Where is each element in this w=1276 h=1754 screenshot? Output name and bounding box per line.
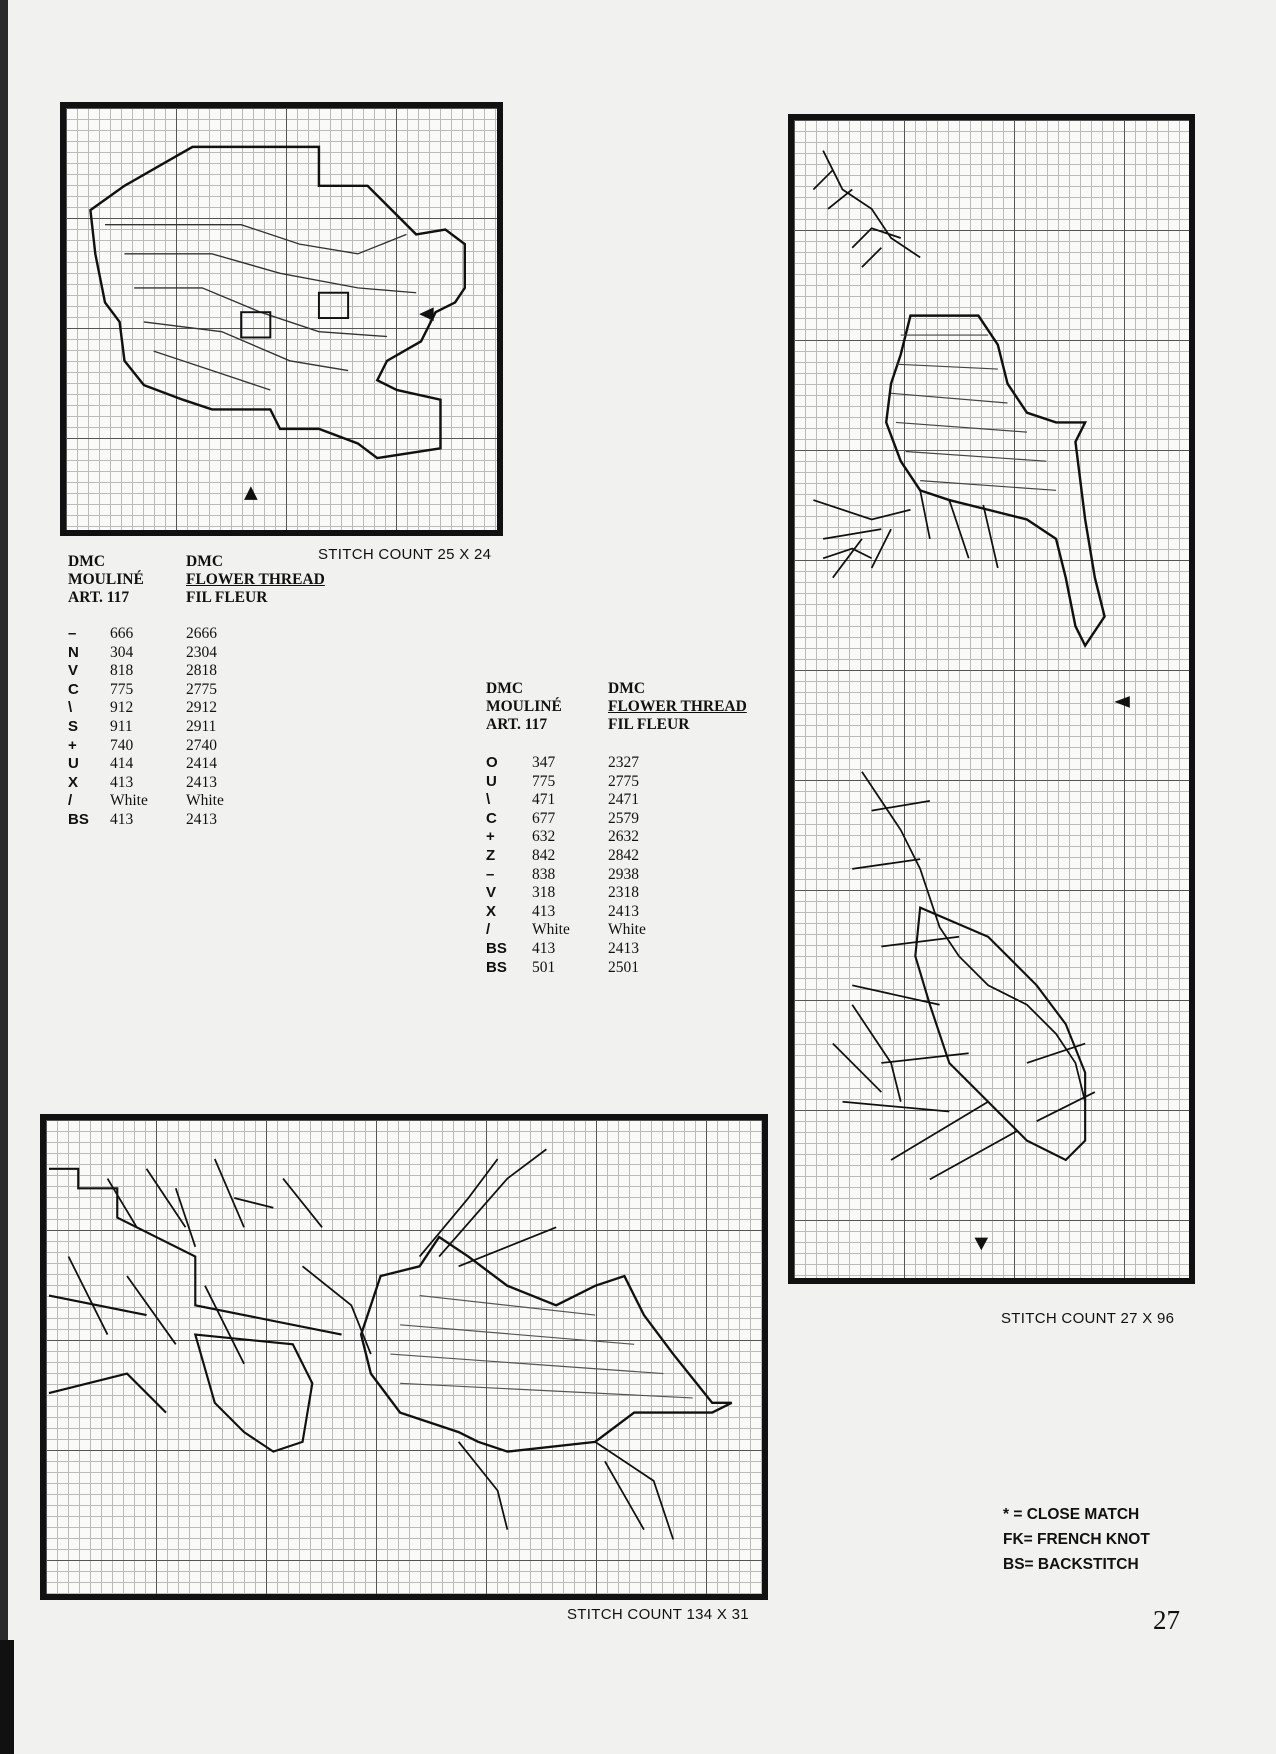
key-flower: 2775 — [186, 680, 217, 698]
key-right-header-flower — [608, 680, 747, 734]
key-flower: 2842 — [608, 846, 639, 864]
key-row — [68, 755, 288, 774]
chart-border-band-pattern — [46, 1120, 762, 1594]
key-dmc: 818 — [110, 662, 134, 680]
stitch-count-small: STITCH COUNT 25 X 24 — [318, 546, 492, 563]
key-row — [68, 718, 288, 737]
key-dmc: 413 — [110, 810, 134, 828]
key-flower: 2666 — [186, 625, 217, 642]
key-dmc: 413 — [110, 773, 134, 791]
key-dmc: 632 — [532, 828, 556, 846]
key-symbol: V — [68, 662, 79, 680]
key-dmc: 501 — [532, 958, 556, 976]
key-left-h2-line3: FIL FLEUR — [186, 589, 268, 606]
key-right-h1-line2: MOULINÉ — [486, 698, 562, 715]
key-row — [486, 810, 716, 829]
chart-bird-tall — [788, 114, 1195, 1284]
key-symbol: N — [68, 643, 79, 661]
key-dmc: 347 — [532, 754, 556, 771]
key-dmc: 318 — [532, 884, 556, 902]
key-flower: 2775 — [608, 772, 639, 790]
key-flower: 2579 — [608, 809, 639, 827]
stitch-count-band: STITCH COUNT 134 X 31 — [567, 1606, 749, 1623]
key-flower: 2938 — [608, 865, 639, 883]
key-dmc: 838 — [532, 865, 556, 883]
key-flower: 2414 — [186, 755, 217, 773]
key-row — [68, 774, 288, 793]
key-flower: 2911 — [186, 717, 217, 735]
key-row — [486, 847, 716, 866]
key-dmc: 740 — [110, 736, 134, 754]
key-row — [486, 903, 716, 922]
key-row — [486, 791, 716, 810]
key-row — [68, 625, 288, 644]
key-symbol: + — [68, 736, 77, 754]
abbreviation-legend — [1003, 1502, 1150, 1577]
key-symbol: C — [486, 809, 497, 827]
key-dmc: 413 — [532, 939, 556, 957]
key-flower: 2912 — [186, 699, 217, 717]
key-symbol: C — [68, 680, 79, 698]
key-symbol: Z — [486, 846, 496, 864]
key-row — [68, 811, 288, 830]
key-flower: 2501 — [608, 958, 639, 976]
key-left-rows — [68, 625, 288, 830]
key-row — [68, 792, 288, 811]
key-left-h2-line2: FLOWER THREAD — [186, 571, 325, 588]
key-symbol: BS — [486, 958, 507, 976]
key-symbol: + — [486, 828, 495, 846]
key-dmc: 304 — [110, 643, 134, 661]
key-symbol: / — [68, 792, 73, 810]
key-symbol: X — [486, 902, 497, 920]
key-flower: 2413 — [608, 939, 639, 957]
key-right-h1-line3: ART. 117 — [486, 716, 548, 733]
legend-backstitch: BS= BACKSTITCH — [1003, 1556, 1139, 1573]
key-dmc: 471 — [532, 791, 556, 809]
key-flower: 2318 — [608, 884, 639, 902]
key-symbol: / — [486, 921, 491, 939]
key-right-h2-line2: FLOWER THREAD — [608, 698, 747, 715]
key-row — [486, 754, 716, 773]
key-row — [68, 737, 288, 756]
key-symbol: X — [68, 773, 79, 791]
chart-bird-tall-pattern — [794, 120, 1189, 1278]
key-flower: 2413 — [186, 773, 217, 791]
key-row — [68, 699, 288, 718]
key-row — [68, 681, 288, 700]
key-row — [486, 959, 716, 978]
key-flower: 2413 — [608, 902, 639, 920]
chart-bird-small-pattern — [66, 108, 497, 530]
key-dmc: 775 — [110, 680, 134, 698]
page-spine-shadow — [0, 0, 8, 1754]
key-dmc: 911 — [110, 717, 133, 735]
key-flower: 2304 — [186, 643, 217, 661]
key-flower: 2413 — [186, 810, 217, 828]
key-flower: 2740 — [186, 736, 217, 754]
key-symbol: U — [68, 755, 79, 773]
key-right-rows — [486, 754, 716, 977]
key-symbol: – — [68, 625, 77, 642]
key-dmc: 666 — [110, 625, 134, 642]
key-flower: 2327 — [608, 754, 639, 771]
key-symbol: V — [486, 884, 497, 902]
key-symbol: \ — [486, 791, 491, 809]
key-flower: White — [186, 792, 224, 810]
key-row — [68, 662, 288, 681]
key-right-h2-line3: FIL FLEUR — [608, 716, 690, 733]
key-dmc: 842 — [532, 846, 556, 864]
key-symbol: S — [68, 717, 79, 735]
key-symbol: – — [486, 865, 495, 883]
key-row — [486, 940, 716, 959]
key-left-h2-line1: DMC — [186, 553, 224, 570]
page-spine-edge — [0, 1640, 14, 1754]
key-left-h1-line2: MOULINÉ — [68, 571, 144, 588]
key-flower: 2632 — [608, 828, 639, 846]
key-row — [486, 884, 716, 903]
key-right-header-dmc — [486, 680, 562, 734]
chart-bird-small — [60, 102, 503, 536]
legend-close-match: * = CLOSE MATCH — [1003, 1506, 1140, 1523]
key-dmc: 912 — [110, 699, 134, 717]
key-left-h1-line1: DMC — [68, 553, 106, 570]
legend-french-knot: FK= FRENCH KNOT — [1003, 1531, 1150, 1548]
key-left-header-flower — [186, 553, 325, 607]
key-row — [68, 644, 288, 663]
key-row — [486, 828, 716, 847]
key-flower: White — [608, 921, 646, 939]
key-flower: 2818 — [186, 662, 217, 680]
key-row — [486, 921, 716, 940]
key-symbol: \ — [68, 699, 73, 717]
key-row — [486, 866, 716, 885]
key-dmc: 677 — [532, 809, 556, 827]
key-symbol: U — [486, 772, 497, 790]
key-symbol: BS — [486, 939, 507, 957]
key-row — [486, 773, 716, 792]
key-dmc: 775 — [532, 772, 556, 790]
key-right-h2-line1: DMC — [608, 680, 646, 697]
key-dmc: White — [110, 792, 148, 810]
key-right-h1-line1: DMC — [486, 680, 524, 697]
key-dmc: 413 — [532, 902, 556, 920]
key-left-header-dmc — [68, 553, 144, 607]
key-dmc: 414 — [110, 755, 134, 773]
key-left-h1-line3: ART. 117 — [68, 589, 130, 606]
key-symbol: BS — [68, 810, 89, 828]
key-flower: 2471 — [608, 791, 639, 809]
chart-border-band — [40, 1114, 768, 1600]
page-number: 27 — [1153, 1605, 1180, 1635]
key-symbol: O — [486, 754, 498, 771]
key-dmc: White — [532, 921, 570, 939]
stitch-count-tall: STITCH COUNT 27 X 96 — [1001, 1310, 1175, 1327]
